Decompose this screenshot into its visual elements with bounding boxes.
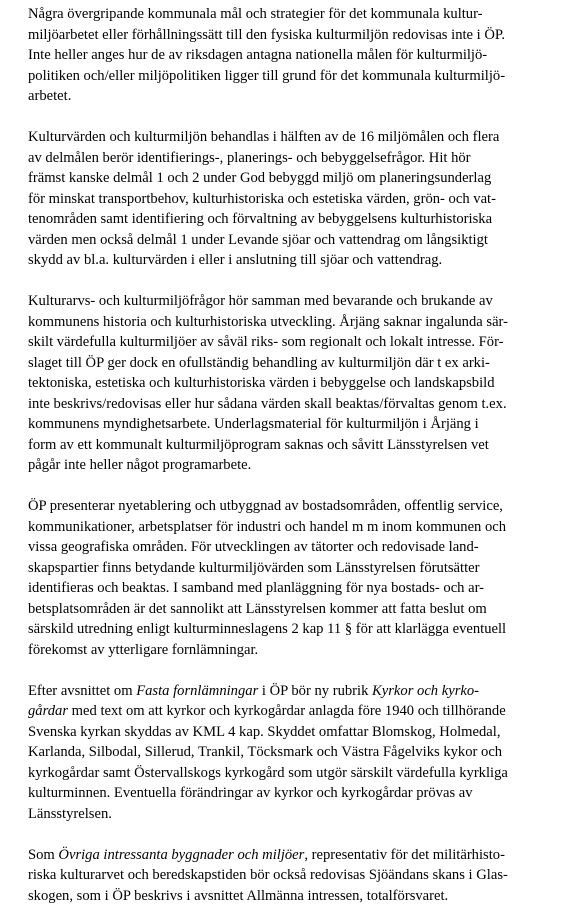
italic-text: Kyrkor och kyrko- — [372, 683, 479, 699]
italic-text: Övriga intressanta byggnader och miljöer — [58, 847, 304, 863]
text-line — [28, 435, 537, 456]
text-line — [28, 517, 537, 538]
text-run: Kulturarvs- och kulturmiljöfrågor hör samman med bevarande och brukande av — [28, 293, 493, 309]
text-line — [28, 168, 537, 189]
text-line — [28, 845, 537, 866]
paragraph-6 — [28, 845, 537, 906]
text-line — [28, 783, 537, 804]
text-run: kulturminnen. Eventuella förändringar av kyrkor och kyrkogårdar prövas av — [28, 785, 473, 801]
text-line — [28, 373, 537, 394]
paragraph-1 — [28, 4, 537, 107]
text-run: kommunens historia och kulturhistoriska utveckling. Årjäng saknar ingalunda sär- — [28, 314, 508, 330]
text-line — [28, 886, 537, 906]
text-run: främst kanske delmål 1 och 2 under God bebyggd miljö om planeringsunderlag — [28, 170, 491, 186]
text-run: form av ett kommunalt kulturmiljöprogram saknas och såvitt Länsstyrelsen vet — [28, 437, 489, 453]
text-run: miljöarbetet eller förhållningssätt till den fysiska kulturmiljön redovisas inte i ÖP. — [28, 27, 505, 43]
text-line — [28, 722, 537, 743]
text-run: förekomst av ytterligare fornlämningar. — [28, 642, 258, 658]
text-run: slaget till ÖP ger dock en ofullständig behandling av kulturmiljön där t ex arki- — [28, 355, 490, 371]
text-run: kommunens myndighetsarbete. Underlagsmaterial för kulturmiljön i Årjäng i — [28, 416, 479, 432]
text-line — [28, 332, 537, 353]
text-line — [28, 681, 537, 702]
text-run: Efter avsnittet om — [28, 683, 136, 699]
text-run: i ÖP bör ny rubrik — [258, 683, 372, 699]
text-line — [28, 66, 537, 87]
text-line — [28, 127, 537, 148]
paragraph-3 — [28, 291, 537, 476]
text-line — [28, 45, 537, 66]
text-run: riska kulturarvet och beredskapstiden bör också redovisas Sjöändans skans i Glas- — [28, 867, 508, 883]
text-run: kyrkogårdar samt Östervallskogs kyrkogård som utgör särskilt värdefulla kyrkliga — [28, 765, 508, 781]
italic-text: Fasta fornlämningar — [136, 683, 258, 699]
paragraph-5 — [28, 681, 537, 825]
text-run: skogen, som i ÖP beskrivs i avsnittet Allmänna intressen, totalförsvaret. — [28, 888, 448, 904]
text-run: med text om att kyrkor och kyrkogårdar anlagda före 1940 och tillhörande — [68, 703, 506, 719]
paragraph-2 — [28, 127, 537, 271]
text-line — [28, 189, 537, 210]
text-run: vissa geografiska områden. För utvecklingen av tätorter och redovisade land- — [28, 539, 479, 555]
text-line — [28, 414, 537, 435]
text-line — [28, 209, 537, 230]
text-run: , representativ för det militärhisto- — [304, 847, 505, 863]
text-run: värden men också delmål 1 under Levande sjöar och vattendrag om långsiktigt — [28, 232, 488, 248]
text-line — [28, 148, 537, 169]
text-line — [28, 537, 537, 558]
text-run: politiken och/eller miljöpolitiken ligger till grund för det kommunala kulturmiljö- — [28, 68, 505, 84]
text-line — [28, 353, 537, 374]
text-line — [28, 230, 537, 251]
text-line — [28, 578, 537, 599]
text-run: identifieras och beaktas. I samband med planläggning för nya bostads- och ar- — [28, 580, 484, 596]
text-line — [28, 865, 537, 886]
text-line — [28, 558, 537, 579]
text-line — [28, 25, 537, 46]
text-line — [28, 763, 537, 784]
text-run: för minskat transportbehov, kulturhistoriska och estetiska värden, grön- och vat- — [28, 191, 496, 207]
text-line — [28, 599, 537, 620]
text-run: skapspartier finns betydande kulturmiljövärden som Länsstyrelsen förutsätter — [28, 560, 479, 576]
text-line — [28, 742, 537, 763]
text-run: Kulturvärden och kulturmiljön behandlas i hälften av de 16 miljömålen och flera — [28, 129, 499, 145]
paragraph-4 — [28, 496, 537, 660]
text-run: Inte heller anges hur de av riksdagen antagna nationella målen för kulturmiljö- — [28, 47, 487, 63]
text-line — [28, 701, 537, 722]
text-run: tektoniska, estetiska och kulturhistoriska värden i bebyggelse och landskapsbild — [28, 375, 495, 391]
text-line — [28, 250, 537, 271]
text-run: Karlanda, Silbodal, Sillerud, Trankil, Töcksmark och Västra Fågelviks kykor och — [28, 744, 502, 760]
text-line — [28, 4, 537, 25]
text-run: tenområden samt identifiering och förvaltning av bebyggelsens kulturhistoriska — [28, 211, 492, 227]
text-line — [28, 455, 537, 476]
text-run: betsplatsområden är det sannolikt att Länsstyrelsen kommer att fatta beslut om — [28, 601, 487, 617]
text-run: ÖP presenterar nyetablering och utbyggnad av bostadsområden, offentlig service, — [28, 498, 503, 514]
text-line — [28, 291, 537, 312]
text-run: kommunikationer, arbetsplatser för industri och handel m m inom kommunen och — [28, 519, 506, 535]
text-line — [28, 496, 537, 517]
text-run: inte beskrivs/redovisas eller hur sådana värden skall beaktas/förvaltas genom t.ex. — [28, 396, 507, 412]
text-line — [28, 619, 537, 640]
text-run: av delmålen berör identifierings-, planerings- och bebyggelsefrågor. Hit hör — [28, 150, 471, 166]
text-line — [28, 86, 537, 107]
text-run: särskild utredning enligt kulturminneslagens 2 kap 11 § för att klarlägga eventuell — [28, 621, 506, 637]
text-run: pågår inte heller något programarbete. — [28, 457, 251, 473]
text-run: skilt värdefulla kulturmiljöer av såväl riks- som regionalt och lokalt intresse. För- — [28, 334, 504, 350]
text-run: Svenska kyrkan skyddas av KML 4 kap. Skyddet omfattar Blomskog, Holmedal, — [28, 724, 500, 740]
text-run: Några övergripande kommunala mål och strategier för det kommunala kultur- — [28, 6, 483, 22]
italic-text: gårdar — [28, 703, 68, 719]
text-run: skydd av bl.a. kulturvärden i eller i anslutning till sjöar och vattendrag. — [28, 252, 442, 268]
text-run: arbetet. — [28, 88, 71, 104]
text-line — [28, 312, 537, 333]
text-run: Länsstyrelsen. — [28, 806, 112, 822]
text-line — [28, 640, 537, 661]
text-run: Som — [28, 847, 58, 863]
text-line — [28, 394, 537, 415]
